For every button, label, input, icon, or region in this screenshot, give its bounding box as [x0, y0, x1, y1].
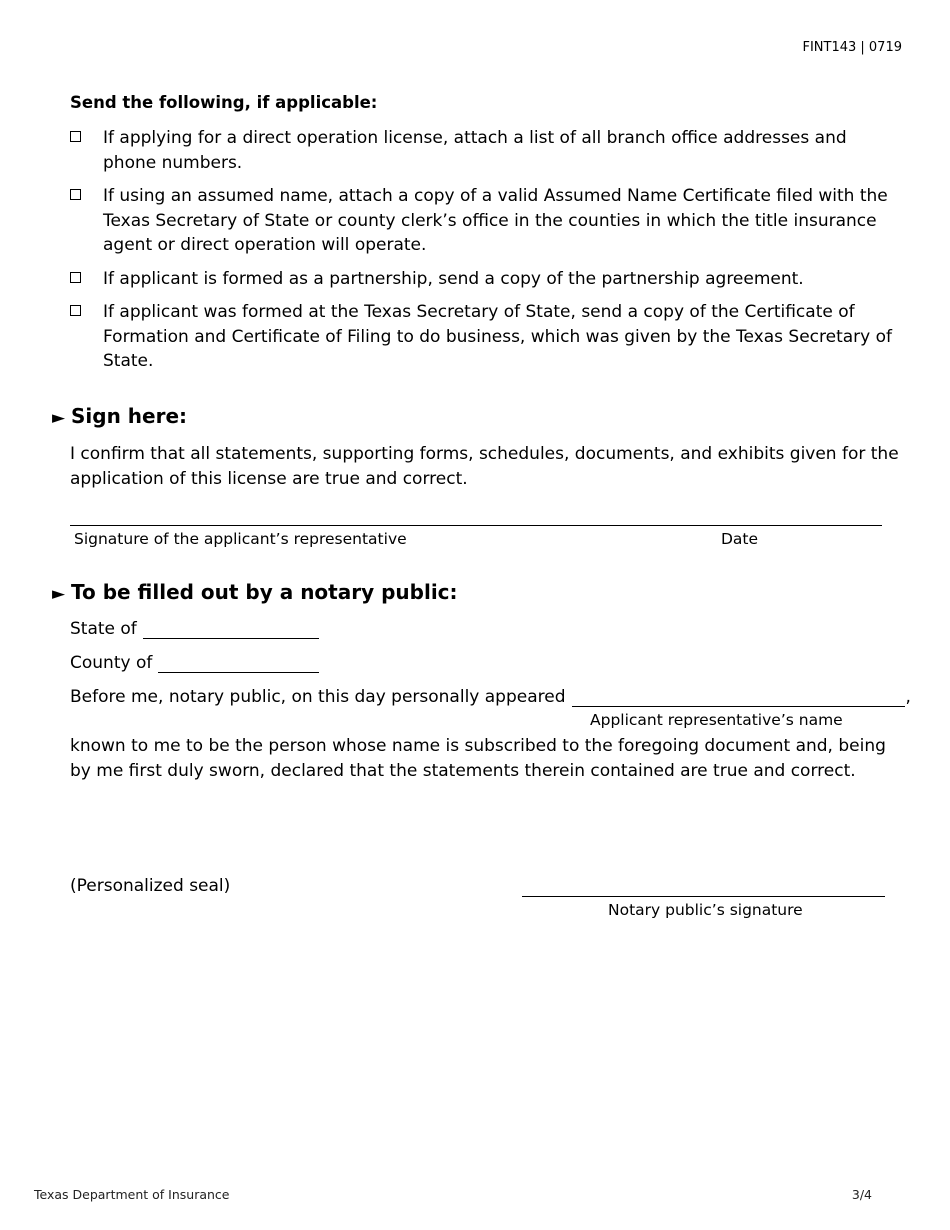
form-id: FINT143 | 0719 [802, 40, 902, 55]
footer-page-number: 3/4 [851, 1187, 872, 1202]
county-field [70, 653, 319, 673]
appeared-field [70, 687, 911, 707]
sign-here-heading-text: Sign here: [71, 404, 188, 428]
checklist-item-formation [70, 300, 900, 374]
appeared-text: Before me, notary public, on this day personally appeared [70, 687, 566, 707]
notary-signature-label: Notary public’s signature [608, 901, 803, 919]
state-label: State of [70, 619, 137, 639]
notary-signature-line[interactable] [522, 896, 885, 897]
checklist-item-assumed-name [70, 184, 900, 258]
applicant-signature-label: Signature of the applicant’s representative [74, 530, 407, 548]
checkbox[interactable] [70, 272, 81, 283]
checklist-item-text: If applying for a direct operation license, attach a list of all branch office addresses and phone numbers. [103, 128, 847, 173]
state-input-blank[interactable] [143, 621, 319, 639]
arrow-right-icon: ► [52, 408, 66, 428]
checklist-item-partnership [70, 267, 900, 292]
checkbox[interactable] [70, 189, 81, 200]
checkbox[interactable] [70, 131, 81, 142]
confirmation-statement: I confirm that all statements, supporting forms, schedules, documents, and exhibits given for the application of this license are true and correct. [70, 444, 899, 489]
checklist-item-branch-offices [70, 126, 900, 175]
send-section-heading: Send the following, if applicable: [70, 93, 378, 112]
sworn-statement: known to me to be the person whose name is subscribed to the foregoing document and, being by me first duly sworn, declared that the statements therein contained are true and correct. [70, 736, 886, 781]
state-field [70, 619, 319, 639]
notary-heading-text: To be filled out by a notary public: [71, 580, 458, 604]
checklist-item-text: If applicant is formed as a partnership, send a copy of the partnership agreement. [103, 268, 804, 289]
sign-here-heading [52, 404, 187, 428]
checklist-item-text: If using an assumed name, attach a copy of a valid Assumed Name Certificate filed with the Texas Secretary of State or county clerk’s office in the counties in which the title insurance agent or direct operation will operate. [103, 186, 888, 255]
checkbox[interactable] [70, 305, 81, 316]
send-checklist [70, 126, 900, 383]
county-input-blank[interactable] [158, 655, 319, 673]
date-label: Date [721, 530, 759, 548]
applicant-rep-name-blank[interactable] [572, 689, 905, 707]
footer-agency: Texas Department of Insurance [34, 1187, 230, 1202]
applicant-signature-line[interactable] [70, 525, 882, 526]
appeared-comma: , [905, 687, 911, 707]
notary-heading [52, 580, 458, 604]
applicant-rep-name-label: Applicant representative’s name [590, 711, 843, 729]
personalized-seal-label: (Personalized seal) [70, 876, 231, 896]
county-label: County of [70, 653, 153, 673]
arrow-right-icon: ► [52, 584, 66, 604]
checklist-item-text: If applicant was formed at the Texas Secretary of State, send a copy of the Certificate of Formation and Certificate of Filing to do business, which was given by the Texas Secretary of State. [103, 302, 893, 371]
